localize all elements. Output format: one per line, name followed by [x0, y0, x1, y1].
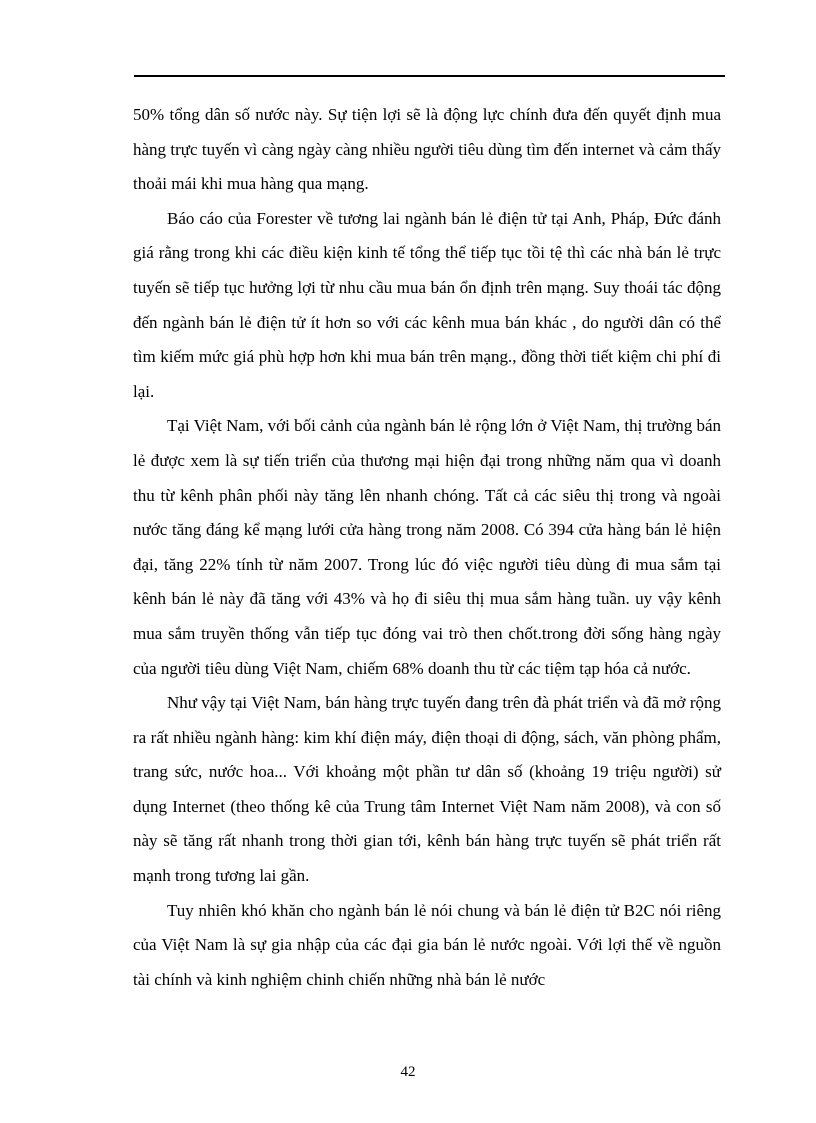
paragraph-1: 50% tổng dân số nước này. Sự tiện lợi sẽ là động lực chính đưa đến quyết định mua hàng trực tuyến vì càng ngày càng nhiều người tiêu dùng tìm đến internet và cảm thấy thoải mái khi mua hàng qua mạng. [133, 105, 721, 194]
paragraph-5: Tuy nhiên khó khăn cho ngành bán lẻ nói chung và bán lẻ điện tử B2C nói riêng của Việt Nam là sự gia nhập của các đại gia bán lẻ nước ngoài. Với lợi thế về nguồn tài chính và kinh nghiệm chinh chiến những nhà bán lẻ nước [133, 900, 721, 989]
paragraph-4: Như vậy tại Việt Nam, bán hàng trực tuyến đang trên đà phát triển và đã mở rộng ra rất nhiều ngành hàng: kim khí điện máy, điện thoại di động, sách, văn phòng phẩm, trang sức, nước hoa... Với khoảng một phần tư dân số (khoảng 19 triệu người) sử dụng Internet (theo thống kê của Trung tâm Internet Việt Nam năm 2008), và con số này sẽ tăng rất nhanh trong thời gian tới, kênh bán hàng trực tuyến sẽ phát triển rất mạnh trong tương lai gần. [133, 693, 721, 886]
paragraph-3: Tại Việt Nam, với bối cảnh của ngành bán lẻ rộng lớn ở Việt Nam, thị trường bán lẻ được xem là sự tiến triển của thương mại hiện đại trong những năm qua vì doanh thu từ kênh phân phối này tăng lên nhanh chóng. Tất cả các siêu thị trong và ngoài nước tăng đáng kể mạng lưới cửa hàng trong năm 2008. Có 394 cửa hàng bán lẻ hiện đại, tăng 22% tính từ năm 2007. Trong lúc đó việc người tiêu dùng đi mua sắm tại kênh bán lẻ này đã tăng với 43% và họ đi siêu thị mua sắm hàng tuần. uy vậy kênh mua sắm truyền thống vẫn tiếp tục đóng vai trò then chốt.trong đời sống hàng ngày của người tiêu dùng Việt Nam, chiếm 68% doanh thu từ các tiệm tạp hóa cả nước. [133, 416, 721, 678]
body-text [133, 98, 721, 997]
page-number: 42 [400, 1064, 416, 1080]
header-rule [134, 75, 725, 77]
paragraph-2: Báo cáo của Forester về tương lai ngành bán lẻ điện tử tại Anh, Pháp, Đức đánh giá rằng trong khi các điều kiện kinh tế tổng thể tiếp tục tồi tệ thì các nhà bán lẻ trực tuyến sẽ tiếp tục hưởng lợi từ nhu cầu mua bán ổn định trên mạng. Suy thoái tác động đến ngành bán lẻ điện tử ít hơn so với các kênh mua bán khác , do người dân có thể tìm kiếm mức giá phù hợp hơn khi mua bán trên mạng., đồng thời tiết kiệm chi phí đi lại. [133, 208, 721, 401]
